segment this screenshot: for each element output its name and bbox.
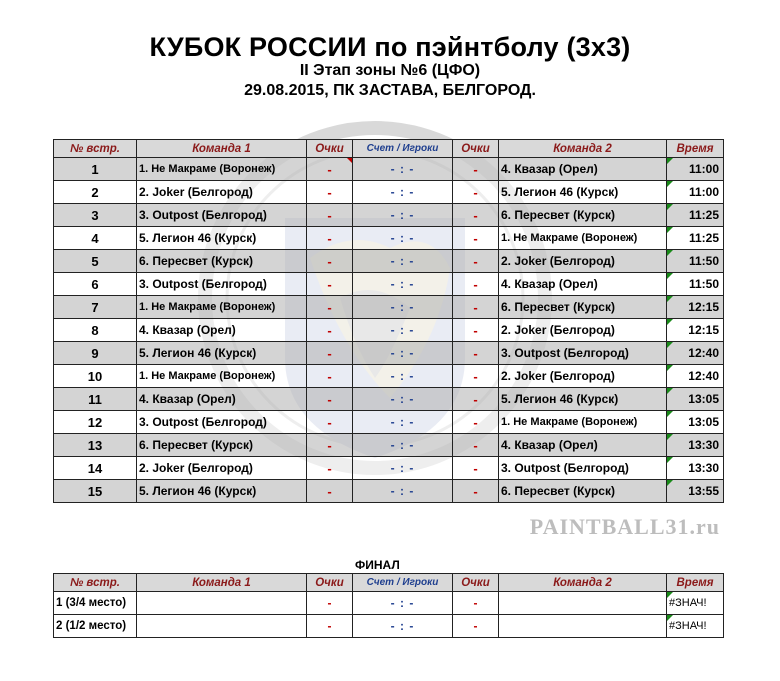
time-cell[interactable]: 13:30	[667, 434, 724, 457]
time-cell[interactable]: 11:00	[667, 181, 724, 204]
points1-cell[interactable]: -	[307, 296, 353, 319]
match-row	[54, 227, 724, 250]
team2-cell[interactable]: 2. Joker (Белгород)	[499, 250, 667, 273]
points1-cell[interactable]: -	[307, 411, 353, 434]
cell-marker-icon	[667, 457, 673, 463]
team1-cell[interactable]: 1. Не Макраме (Воронеж)	[137, 296, 307, 319]
final-row	[54, 592, 724, 615]
final-number-cell[interactable]: 2 (1/2 место)	[54, 615, 137, 638]
match-number-cell[interactable]: 5	[54, 250, 137, 273]
cell-marker-icon	[667, 250, 673, 256]
points1-cell[interactable]: -	[307, 365, 353, 388]
match-number-cell[interactable]: 13	[54, 434, 137, 457]
col-header-points1: Очки	[307, 140, 353, 158]
score-cell[interactable]: - : -	[353, 411, 453, 434]
team2-cell[interactable]: 3. Outpost (Белгород)	[499, 457, 667, 480]
team1-cell[interactable]: 3. Outpost (Белгород)	[137, 204, 307, 227]
team1-cell[interactable]: 1. Не Макраме (Воронеж)	[137, 158, 307, 181]
match-row	[54, 388, 724, 411]
final-team1-cell[interactable]	[137, 615, 307, 638]
comment-marker-icon	[347, 158, 352, 163]
score-cell[interactable]: - : -	[353, 250, 453, 273]
team2-cell[interactable]: 6. Пересвет (Курск)	[499, 480, 667, 503]
final-row	[54, 615, 724, 638]
final-time-cell[interactable]: #ЗНАЧ!	[667, 615, 724, 638]
cell-marker-icon	[667, 319, 673, 325]
final-number-cell[interactable]: 1 (3/4 место)	[54, 592, 137, 615]
points1-cell[interactable]: -	[307, 342, 353, 365]
team2-cell[interactable]: 6. Пересвет (Курск)	[499, 204, 667, 227]
score-cell[interactable]: - : -	[353, 342, 453, 365]
cell-marker-icon	[667, 592, 673, 598]
team1-cell[interactable]: 5. Легион 46 (Курск)	[137, 342, 307, 365]
team2-cell[interactable]: 1. Не Макраме (Воронеж)	[499, 411, 667, 434]
match-number-cell[interactable]: 12	[54, 411, 137, 434]
final-points1-cell[interactable]: -	[307, 592, 353, 615]
team2-cell[interactable]: 6. Пересвет (Курск)	[499, 296, 667, 319]
time-cell[interactable]: 11:00	[667, 158, 724, 181]
match-row	[54, 434, 724, 457]
points1-cell[interactable]: -	[307, 204, 353, 227]
match-row	[54, 158, 724, 181]
team2-cell[interactable]: 4. Квазар (Орел)	[499, 273, 667, 296]
score-cell[interactable]: - : -	[353, 204, 453, 227]
final-team2-cell[interactable]	[499, 592, 667, 615]
final-col-header-num: № встр.	[54, 574, 137, 592]
cell-marker-icon	[667, 204, 673, 210]
match-row	[54, 204, 724, 227]
final-time-cell[interactable]: #ЗНАЧ!	[667, 592, 724, 615]
col-header-score: Счет / Игроки	[353, 140, 453, 158]
points2-cell[interactable]: -	[453, 181, 499, 204]
final-score-cell[interactable]: - : -	[353, 615, 453, 638]
col-header-team1: Команда 1	[137, 140, 307, 158]
points1-cell[interactable]: -	[307, 457, 353, 480]
points1-cell[interactable]: -	[307, 273, 353, 296]
score-cell[interactable]: - : -	[353, 181, 453, 204]
cell-marker-icon	[667, 388, 673, 394]
points2-cell[interactable]: -	[453, 204, 499, 227]
cell-marker-icon	[667, 480, 673, 486]
points1-cell[interactable]: -	[307, 181, 353, 204]
time-cell[interactable]: 12:15	[667, 319, 724, 342]
team2-cell[interactable]: 2. Joker (Белгород)	[499, 319, 667, 342]
cell-marker-icon	[667, 615, 673, 621]
points1-cell[interactable]: -	[307, 434, 353, 457]
time-cell[interactable]: 12:15	[667, 296, 724, 319]
points2-cell[interactable]: -	[453, 227, 499, 250]
points1-cell[interactable]: -	[307, 158, 353, 181]
score-cell[interactable]: - : -	[353, 365, 453, 388]
team1-cell[interactable]: 3. Outpost (Белгород)	[137, 411, 307, 434]
team1-cell[interactable]: 2. Joker (Белгород)	[137, 457, 307, 480]
time-cell[interactable]: 13:55	[667, 480, 724, 503]
final-col-header-time: Время	[667, 574, 724, 592]
event-date-location: 29.08.2015, ПК ЗАСТАВА, БЕЛГОРОД.	[244, 82, 536, 99]
match-number-cell[interactable]: 3	[54, 204, 137, 227]
cell-marker-icon	[667, 296, 673, 302]
page-subtitle: II Этап зоны №6 (ЦФО)	[299, 62, 481, 79]
points2-cell[interactable]: -	[453, 158, 499, 181]
score-cell[interactable]: - : -	[353, 434, 453, 457]
match-number-cell[interactable]: 4	[54, 227, 137, 250]
points2-cell[interactable]: -	[453, 273, 499, 296]
team1-cell[interactable]: 2. Joker (Белгород)	[137, 181, 307, 204]
final-team2-cell[interactable]	[499, 615, 667, 638]
match-row	[54, 273, 724, 296]
team1-cell[interactable]: 6. Пересвет (Курск)	[137, 250, 307, 273]
time-cell[interactable]: 11:50	[667, 250, 724, 273]
final-title: ФИНАЛ	[355, 558, 400, 572]
match-row	[54, 342, 724, 365]
match-row	[54, 296, 724, 319]
team2-cell[interactable]: 5. Легион 46 (Курск)	[499, 181, 667, 204]
team2-cell[interactable]: 5. Легион 46 (Курск)	[499, 388, 667, 411]
match-row	[54, 365, 724, 388]
points2-cell[interactable]: -	[453, 342, 499, 365]
match-number-cell[interactable]: 11	[54, 388, 137, 411]
col-header-points2: Очки	[453, 140, 499, 158]
team1-cell[interactable]: 1. Не Макраме (Воронеж)	[137, 365, 307, 388]
match-number-cell[interactable]: 6	[54, 273, 137, 296]
cell-marker-icon	[667, 342, 673, 348]
final-points1-cell[interactable]: -	[307, 615, 353, 638]
final-col-header-team1: Команда 1	[137, 574, 307, 592]
watermark-text: PAINTBALL31.ru	[529, 514, 720, 539]
score-cell[interactable]: - : -	[353, 457, 453, 480]
match-number-cell[interactable]: 15	[54, 480, 137, 503]
team1-cell[interactable]: 5. Легион 46 (Курск)	[137, 227, 307, 250]
cell-marker-icon	[667, 365, 673, 371]
match-row	[54, 480, 724, 503]
time-cell[interactable]: 13:30	[667, 457, 724, 480]
team2-cell[interactable]: 4. Квазар (Орел)	[499, 158, 667, 181]
final-table	[53, 573, 724, 638]
team1-cell[interactable]: 4. Квазар (Орел)	[137, 319, 307, 342]
page-title: КУБОК РОССИИ по пэйнтболу (3х3)	[149, 32, 631, 62]
score-cell[interactable]: - : -	[353, 319, 453, 342]
final-col-header-team2: Команда 2	[499, 574, 667, 592]
final-points2-cell[interactable]: -	[453, 615, 499, 638]
points2-cell[interactable]: -	[453, 434, 499, 457]
match-row	[54, 457, 724, 480]
cell-marker-icon	[667, 411, 673, 417]
points2-cell[interactable]: -	[453, 250, 499, 273]
time-cell[interactable]: 11:50	[667, 273, 724, 296]
match-row	[54, 181, 724, 204]
match-number-cell[interactable]: 1	[54, 158, 137, 181]
team2-cell[interactable]: 3. Outpost (Белгород)	[499, 342, 667, 365]
score-cell[interactable]: - : -	[353, 273, 453, 296]
final-header-row	[54, 574, 724, 592]
team1-cell[interactable]: 6. Пересвет (Курск)	[137, 434, 307, 457]
points2-cell[interactable]: -	[453, 388, 499, 411]
col-header-num: № встр.	[54, 140, 137, 158]
team2-cell[interactable]: 2. Joker (Белгород)	[499, 365, 667, 388]
score-cell[interactable]: - : -	[353, 388, 453, 411]
match-row	[54, 411, 724, 434]
points2-cell[interactable]: -	[453, 365, 499, 388]
match-number-cell[interactable]: 8	[54, 319, 137, 342]
final-score-cell[interactable]: - : -	[353, 592, 453, 615]
match-row	[54, 250, 724, 273]
col-header-time: Время	[667, 140, 724, 158]
cell-marker-icon	[667, 181, 673, 187]
team1-cell[interactable]: 5. Легион 46 (Курск)	[137, 480, 307, 503]
time-cell[interactable]: 13:05	[667, 411, 724, 434]
points2-cell[interactable]: -	[453, 319, 499, 342]
points1-cell[interactable]: -	[307, 227, 353, 250]
match-number-cell[interactable]: 7	[54, 296, 137, 319]
cell-marker-icon	[667, 158, 673, 164]
schedule-table	[53, 139, 724, 503]
points1-cell[interactable]: -	[307, 480, 353, 503]
match-row	[54, 319, 724, 342]
points2-cell[interactable]: -	[453, 480, 499, 503]
time-cell[interactable]: 12:40	[667, 342, 724, 365]
final-col-header-score: Счет / Игроки	[353, 574, 453, 592]
points2-cell[interactable]: -	[453, 411, 499, 434]
points2-cell[interactable]: -	[453, 457, 499, 480]
points1-cell[interactable]: -	[307, 388, 353, 411]
score-cell[interactable]: - : -	[353, 296, 453, 319]
points2-cell[interactable]: -	[453, 296, 499, 319]
team1-cell[interactable]: 3. Outpost (Белгород)	[137, 273, 307, 296]
team2-cell[interactable]: 4. Квазар (Орел)	[499, 434, 667, 457]
time-cell[interactable]: 13:05	[667, 388, 724, 411]
final-col-header-points1: Очки	[307, 574, 353, 592]
time-cell[interactable]: 11:25	[667, 227, 724, 250]
score-cell[interactable]: - : -	[353, 227, 453, 250]
cell-marker-icon	[667, 434, 673, 440]
match-number-cell[interactable]: 2	[54, 181, 137, 204]
match-number-cell[interactable]: 10	[54, 365, 137, 388]
final-col-header-points2: Очки	[453, 574, 499, 592]
match-number-cell[interactable]: 9	[54, 342, 137, 365]
time-cell[interactable]: 12:40	[667, 365, 724, 388]
team2-cell[interactable]: 1. Не Макраме (Воронеж)	[499, 227, 667, 250]
final-team1-cell[interactable]	[137, 592, 307, 615]
points1-cell[interactable]: -	[307, 250, 353, 273]
score-cell[interactable]: - : -	[353, 480, 453, 503]
match-number-cell[interactable]: 14	[54, 457, 137, 480]
col-header-team2: Команда 2	[499, 140, 667, 158]
cell-marker-icon	[667, 227, 673, 233]
cell-marker-icon	[667, 273, 673, 279]
time-cell[interactable]: 11:25	[667, 204, 724, 227]
team1-cell[interactable]: 4. Квазар (Орел)	[137, 388, 307, 411]
score-cell[interactable]: - : -	[353, 158, 453, 181]
points1-cell[interactable]: -	[307, 319, 353, 342]
final-points2-cell[interactable]: -	[453, 592, 499, 615]
table-header-row	[54, 140, 724, 158]
